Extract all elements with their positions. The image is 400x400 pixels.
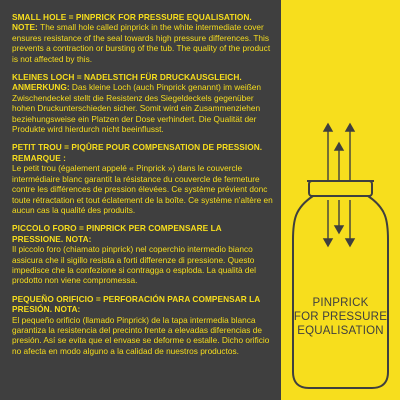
caption-line: PINPRICK (312, 297, 369, 309)
heading-text: PEQUEÑO ORIFICIO = PERFORACIÓN PARA COMPENSAR LA PRESIÓN. (12, 293, 261, 315)
section-heading (12, 72, 273, 82)
heading-text: SMALL HOLE = PINPRICK FOR PRESSURE EQUALISATION. (12, 12, 252, 22)
jar-illustration (281, 0, 400, 400)
note-label: NOTA: (54, 304, 81, 315)
caption (281, 296, 400, 338)
section-body (12, 22, 273, 64)
section-body (12, 163, 273, 215)
caption-line: EQUALISATION (297, 325, 384, 337)
note-label: NOTA: (65, 233, 92, 244)
section-heading (12, 12, 273, 22)
body-text: Il piccolo foro (chiamato pinprick) nel coperchio intermedio bianco assicura che il sigillo resista a forti differenze di pressione. Questo impedisce che la confezione si contragga o esploda. La qualità del prodotto non viene compromessa. (12, 244, 256, 286)
note-label: REMARQUE : (12, 152, 66, 163)
section-german (12, 72, 273, 134)
heading-text: PICCOLO FORO = PINPRICK PER COMPENSARE LA PRESSIONE. (12, 223, 222, 244)
body-text: Das kleine Loch (auch Pinprick genannt) im weißen Zwischendeckel stellt die Resistenz des Siegeldeckels gegenüber hohen Druckunterschieden sicher. Somit wird ein Zusammenziehen beziehungsweise ein Platzen der Dose verhindert. Die Qualität der Produkte wird hierdurch nicht beeinflusst. (12, 82, 262, 135)
note-label: NOTE: (12, 22, 41, 33)
section-heading (12, 294, 273, 315)
section-italian (12, 223, 273, 285)
heading-text: KLEINES LOCH = NADELSTICH FÜR DRUCKAUSGLEICH. (12, 72, 242, 83)
section-spanish (12, 294, 273, 356)
body-text: Le petit trou (également appelé « Pinprick ») dans le couvercle intermédiaire blanc garantit la résistance du couvercle de fermeture contre les différences de pression élevées. Ce système prévient donc toute rétractation et tout éclatement de la boîte. Ce système n'altère en aucun cas la qualité des produits. (12, 163, 273, 215)
section-french (12, 142, 273, 215)
note-label: ANMERKUNG: (12, 82, 72, 93)
illustration-panel (281, 0, 400, 400)
pressure-arrow-icon (324, 124, 354, 246)
body-text: El pequeño orificio (llamado Pinprick) de la tapa intermedia blanca garantiza la resistencia del precinto frente a elevadas diferencias de presión. Así se evita que el envase se deforme o estalle. Dicho orificio no afecta en modo alguno a la calidad de nuestros productos. (12, 314, 270, 356)
caption-line: FOR PRESSURE (293, 311, 388, 323)
section-body (12, 244, 273, 286)
body-text: The small hole called pinprick in the white intermediate cover ensures resistance of the seal towards high pressure differences. This prevents a contraction or bursting of the tub. The quality of the product is not affected by this. (12, 22, 271, 64)
heading-text: PETIT TROU = PIQÛRE POUR COMPENSATION DE PRESSION. (12, 142, 263, 153)
section-heading (12, 142, 273, 163)
section-english (12, 12, 273, 64)
section-body (12, 82, 273, 134)
section-heading (12, 223, 273, 244)
jar-outline-icon (293, 181, 388, 388)
section-body (12, 315, 273, 357)
